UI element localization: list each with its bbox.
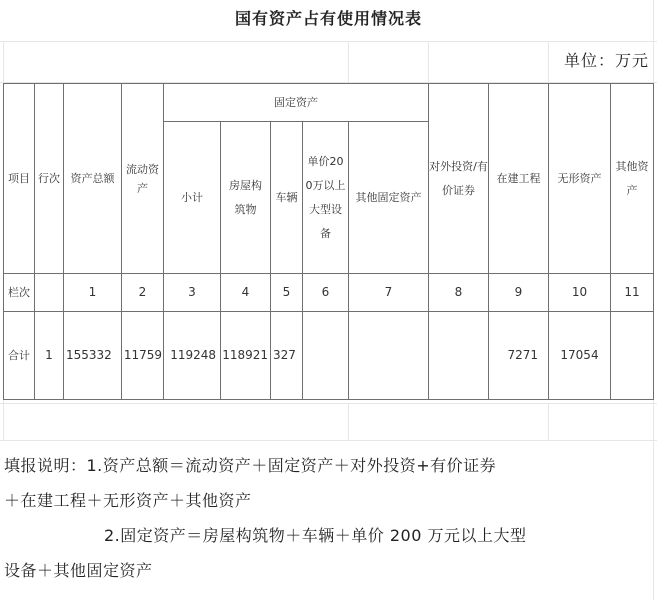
header-other-fixed — [349, 122, 429, 274]
column-index-cell: 4 — [221, 274, 271, 312]
cell-total-assets: 155332 — [64, 312, 122, 400]
cell-other-assets — [611, 312, 654, 400]
column-index-cell — [35, 274, 64, 312]
header-current-assets — [122, 84, 164, 274]
gridline — [548, 41, 549, 82]
header-intangible: 无形资产 — [549, 84, 611, 274]
asset-table — [3, 83, 654, 400]
column-index-cell: 8 — [429, 274, 489, 312]
fill-instructions — [4, 448, 654, 588]
header-other-fixed-text: 其他固定资产 — [355, 190, 422, 204]
column-index-cell: 1 — [64, 274, 122, 312]
cell-intangible: 17054 — [549, 312, 611, 400]
gridline — [348, 403, 349, 441]
note-line: 设备＋其他固定资产 — [4, 561, 153, 580]
cell-current-assets: 11759 — [122, 312, 164, 400]
header-other-assets — [611, 84, 654, 274]
report-title: 国有资产占有使用情况表 — [234, 9, 422, 28]
header-vehicles: 车辆 — [271, 122, 303, 274]
column-index-cell: 3 — [164, 274, 221, 312]
header-subtotal: 小计 — [164, 122, 221, 274]
gridline — [548, 403, 549, 441]
total-row-label: 合计 — [4, 312, 35, 400]
header-investments — [429, 84, 489, 274]
header-buildings-text: 房屋构筑物 — [229, 178, 262, 216]
gridline — [0, 41, 657, 42]
cell-other-fixed — [349, 312, 429, 400]
column-index-cell: 11 — [611, 274, 654, 312]
header-buildings — [221, 122, 271, 274]
gridline — [428, 41, 429, 82]
header-other-assets-text: 其他资产 — [615, 159, 649, 197]
cell-investments — [429, 312, 489, 400]
header-fixed-assets: 固定资产 — [164, 84, 429, 122]
total-row-no: 1 — [35, 312, 64, 400]
cell-construction: 7271 — [489, 312, 549, 400]
header-current-assets-text: 流动资产 — [126, 162, 159, 195]
header-construction: 在建工程 — [489, 84, 549, 274]
header-total-assets: 资产总额 — [64, 84, 122, 274]
column-index-cell: 5 — [271, 274, 303, 312]
column-index-cell: 10 — [549, 274, 611, 312]
note-line: 2.固定资产＝房屋构筑物＋车辆＋单价 200 万元以上大型 — [104, 526, 527, 545]
note-line: 填报说明：1.资产总额＝流动资产＋固定资产＋对外投资+有价证券 — [4, 456, 497, 475]
cell-vehicles: 327 — [271, 312, 303, 400]
column-index-label: 栏次 — [4, 274, 35, 312]
column-index-cell: 9 — [489, 274, 549, 312]
gridline — [0, 403, 657, 404]
header-large-equipment-text: 单价200万以上大型设备 — [305, 154, 346, 240]
header-item: 项目 — [4, 84, 35, 274]
column-index-cell: 6 — [303, 274, 349, 312]
header-investments-text: 对外投资/有价证券 — [429, 159, 488, 197]
gridline — [348, 41, 349, 82]
column-index-cell: 7 — [349, 274, 429, 312]
cell-large-equipment — [303, 312, 349, 400]
header-row-no: 行次 — [35, 84, 64, 274]
note-line: ＋在建工程＋无形资产＋其他资产 — [4, 491, 252, 510]
cell-subtotal: 119248 — [164, 312, 221, 400]
cell-buildings: 118921 — [221, 312, 271, 400]
gridline — [0, 440, 657, 441]
column-index-cell: 2 — [122, 274, 164, 312]
header-large-equipment — [303, 122, 349, 274]
unit-label: 单位：万元 — [563, 51, 649, 70]
